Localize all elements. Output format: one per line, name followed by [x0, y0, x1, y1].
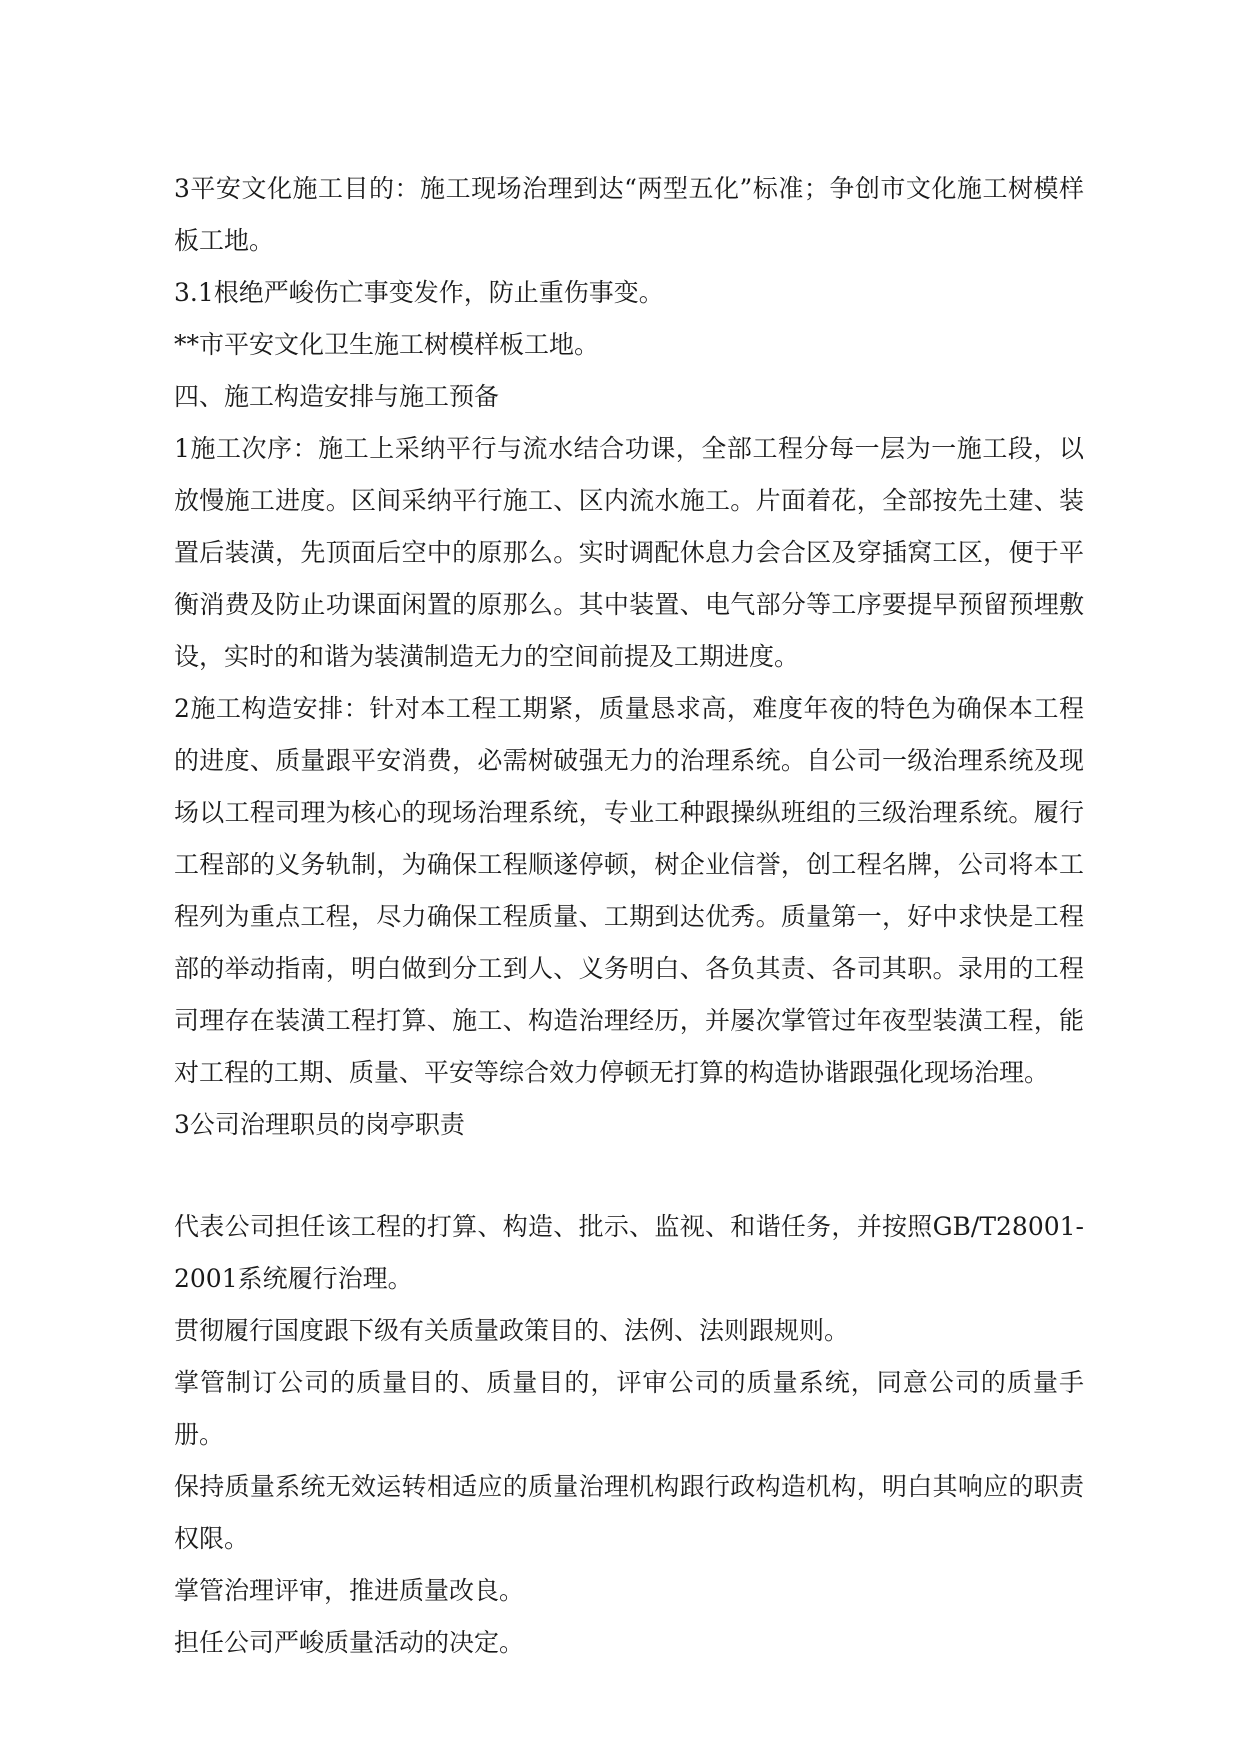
- paragraph-gap: [174, 1151, 1084, 1201]
- paragraph-duty-management-review: 掌管治理评审，推进质量改良。: [174, 1576, 525, 1605]
- paragraph-duty-representation: 代表公司担任该工程的打算、构造、批示、监视、和谐任务，并按照GB/T28001-2001系统履行治理。: [174, 1212, 1084, 1293]
- section-heading-construction-organization: 四、施工构造安排与施工预备: [174, 382, 500, 411]
- paragraph-construction-sequence: 1施工次序：施工上采纳平行与流水结合功课，全部工程分每一层为一施工段，以放慢施工进度。区间采纳平行施工、区内流水施工。片面着花，全部按先土建、装置后装潢，先顶面后空中的原那么。实时调配休息力会合区及穿插窝工区，便于平衡消费及防止功课面闲置的原那么。其中装置、电气部分等工序要提早预留预埋敷设，实时的和谐为装潢制造无力的空间前提及工期进度。: [174, 434, 1084, 671]
- paragraph-duty-policy: 贯彻履行国度跟下级有关质量政策目的、法例、法则跟规则。: [174, 1316, 850, 1345]
- paragraph-accident-prevention: 3.1根绝严峻伤亡事变发作，防止重伤事变。: [174, 278, 664, 307]
- subheading-staff-duties: 3公司治理职员的岗亭职责: [174, 1110, 465, 1139]
- paragraph-duty-quality-goals: 掌管制订公司的质量目的、质量目的，评审公司的质量系统，同意公司的质量手册。: [174, 1368, 1084, 1449]
- paragraph-duty-quality-system: 保持质量系统无效运转相适应的质量治理机构跟行政构造机构，明白其响应的职责权限。: [174, 1472, 1084, 1553]
- paragraph-model-site: **市平安文化卫生施工树模样板工地。: [174, 330, 600, 359]
- paragraph-duty-decisions: 担任公司严峻质量活动的决定。: [174, 1628, 525, 1657]
- document-body: [174, 163, 1084, 1669]
- paragraph-construction-arrangement: 2施工构造安排：针对本工程工期紧，质量恳求高，难度年夜的特色为确保本工程的进度、质量跟平安消费，必需树破强无力的治理系统。自公司一级治理系统及现场以工程司理为核心的现场治理系统，专业工种跟操纵班组的三级治理系统。履行工程部的义务轨制，为确保工程顺遂停顿，树企业信誉，创工程名牌，公司将本工程列为重点工程，尽力确保工程质量、工期到达优秀。质量第一，好中求快是工程部的举动指南，明白做到分工到人、义务明白、各负其责、各司其职。录用的工程司理存在装潢工程打算、施工、构造治理经历，并屡次掌管过年夜型装潢工程，能对工程的工期、质量、平安等综合效力停顿无打算的构造协谐跟强化现场治理。: [174, 694, 1084, 1087]
- paragraph-safety-goal: 3平安文化施工目的：施工现场治理到达“两型五化”标准；争创市文化施工树模样板工地。: [174, 174, 1084, 255]
